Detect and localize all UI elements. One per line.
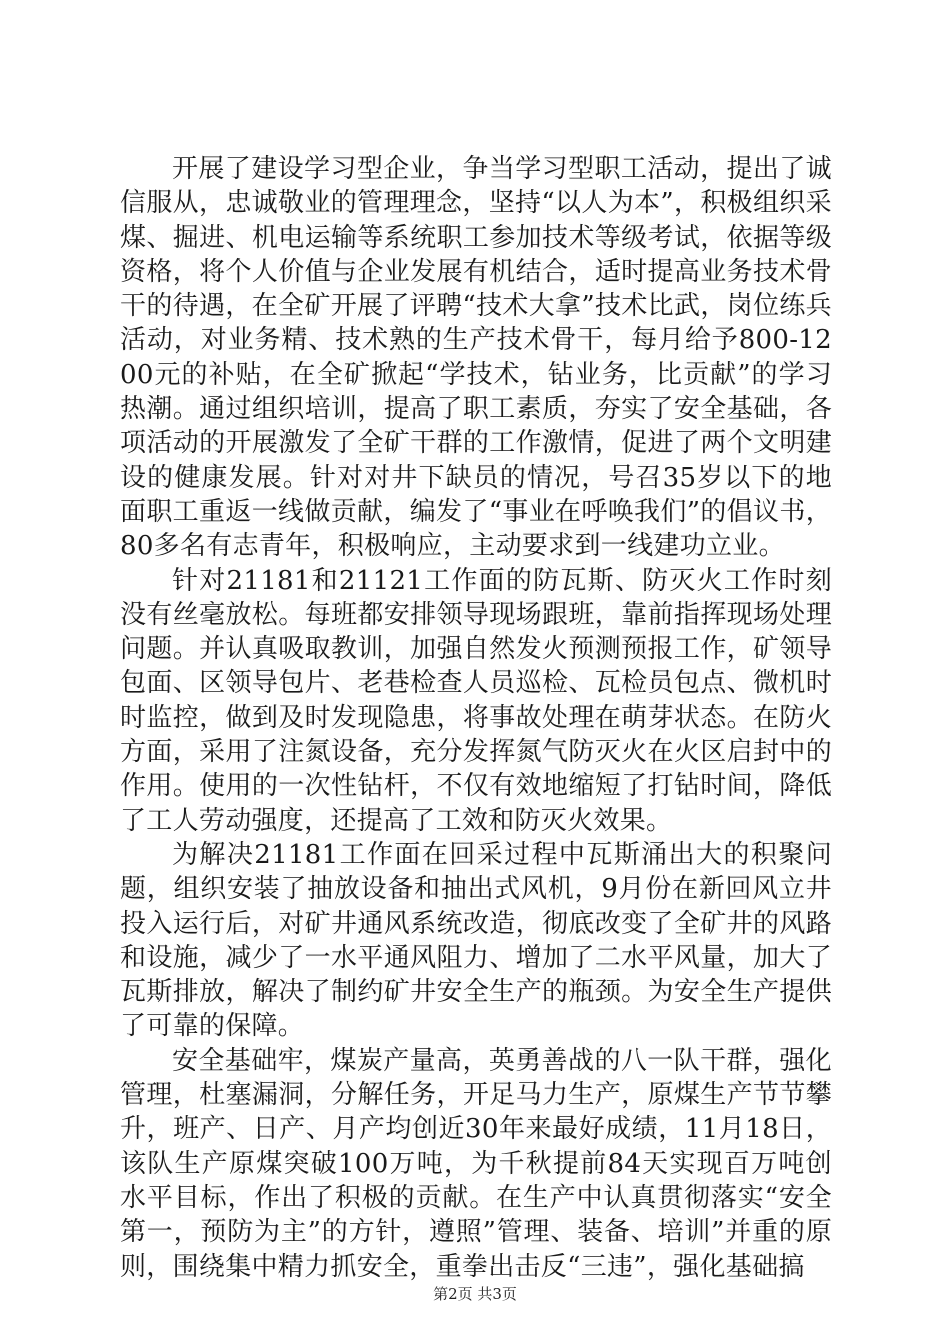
paragraph-3: 为解决21181工作面在回采过程中瓦斯涌出大的积聚问题，组织安装了抽放设备和抽出式风机，9月份在新回风立井投入运行后，对矿井通风系统改造，彻底改变了全矿井的风路和设施，减少了一水平通风阻力、增加了二水平风量，加大了瓦斯排放，解决了制约矿井安全生产的瓶颈。为安全生产提供了可靠的保障。 <box>120 839 832 1042</box>
page-footer: 第2页 共3页 <box>433 1285 517 1303</box>
paragraph-1: 开展了建设学习型企业，争当学习型职工活动，提出了诚信服从，忠诚敬业的管理理念，坚持“以人为本”，积极组织采煤、掘进、机电运输等系统职工参加技术等级考试，依据等级资格，将个人价值与企业发展有机结合，适时提高业务技术骨干的待遇，在全矿开展了评聘“技术大拿”技术比武，岗位练兵活动，对业务精、技术熟的生产技术骨干，每月给予800-1200元的补贴，在全矿掀起“学技术，钻业务，比贡献”的学习热潮。通过组织培训，提高了职工素质，夯实了安全基础，各项活动的开展激发了全矿干群的工作激情，促进了两个文明建设的健康发展。针对对井下缺员的情况，号召35岁以下的地面职工重返一线做贡献，编发了“事业在呼唤我们”的倡议书，80多名有志青年，积极响应，主动要求到一线建功立业。 <box>120 154 833 562</box>
paragraph-4: 安全基础牢，煤炭产量高，英勇善战的八一队干群，强化管理，杜塞漏洞，分解任务，开足马力生产，原煤生产节节攀升，班产、日产、月产均创近30年来最好成绩，11月18日，该队生产原煤突破100万吨，为千秋提前84天实现百万吨创水平目标，作出了积极的贡献。在生产中认真贯彻落实“安全第一，预防为主”的方针，遵照”管理、装备、培训”并重的原则，围绕集中精力抓安全，重拳出击反“三违”，强化基础搞 <box>120 1045 832 1282</box>
document-body <box>120 152 832 1284</box>
paragraph-2: 针对21181和21121工作面的防瓦斯、防灭火工作时刻没有丝毫放松。每班都安排领导现场跟班，靠前指挥现场处理问题。并认真吸取教训，加强自然发火预测预报工作，矿领导包面、区领导包片、老巷检查人员巡检、瓦检员包点、微机时时监控，做到及时发现隐患，将事故处理在萌芽状态。在防火方面，采用了注氮设备，充分发挥氮气防灭火在火区启封中的作用。使用的一次性钻杆，不仅有效地缩短了打钻时间，降低了工人劳动强度，还提高了工效和防灭火效果。 <box>120 565 832 836</box>
